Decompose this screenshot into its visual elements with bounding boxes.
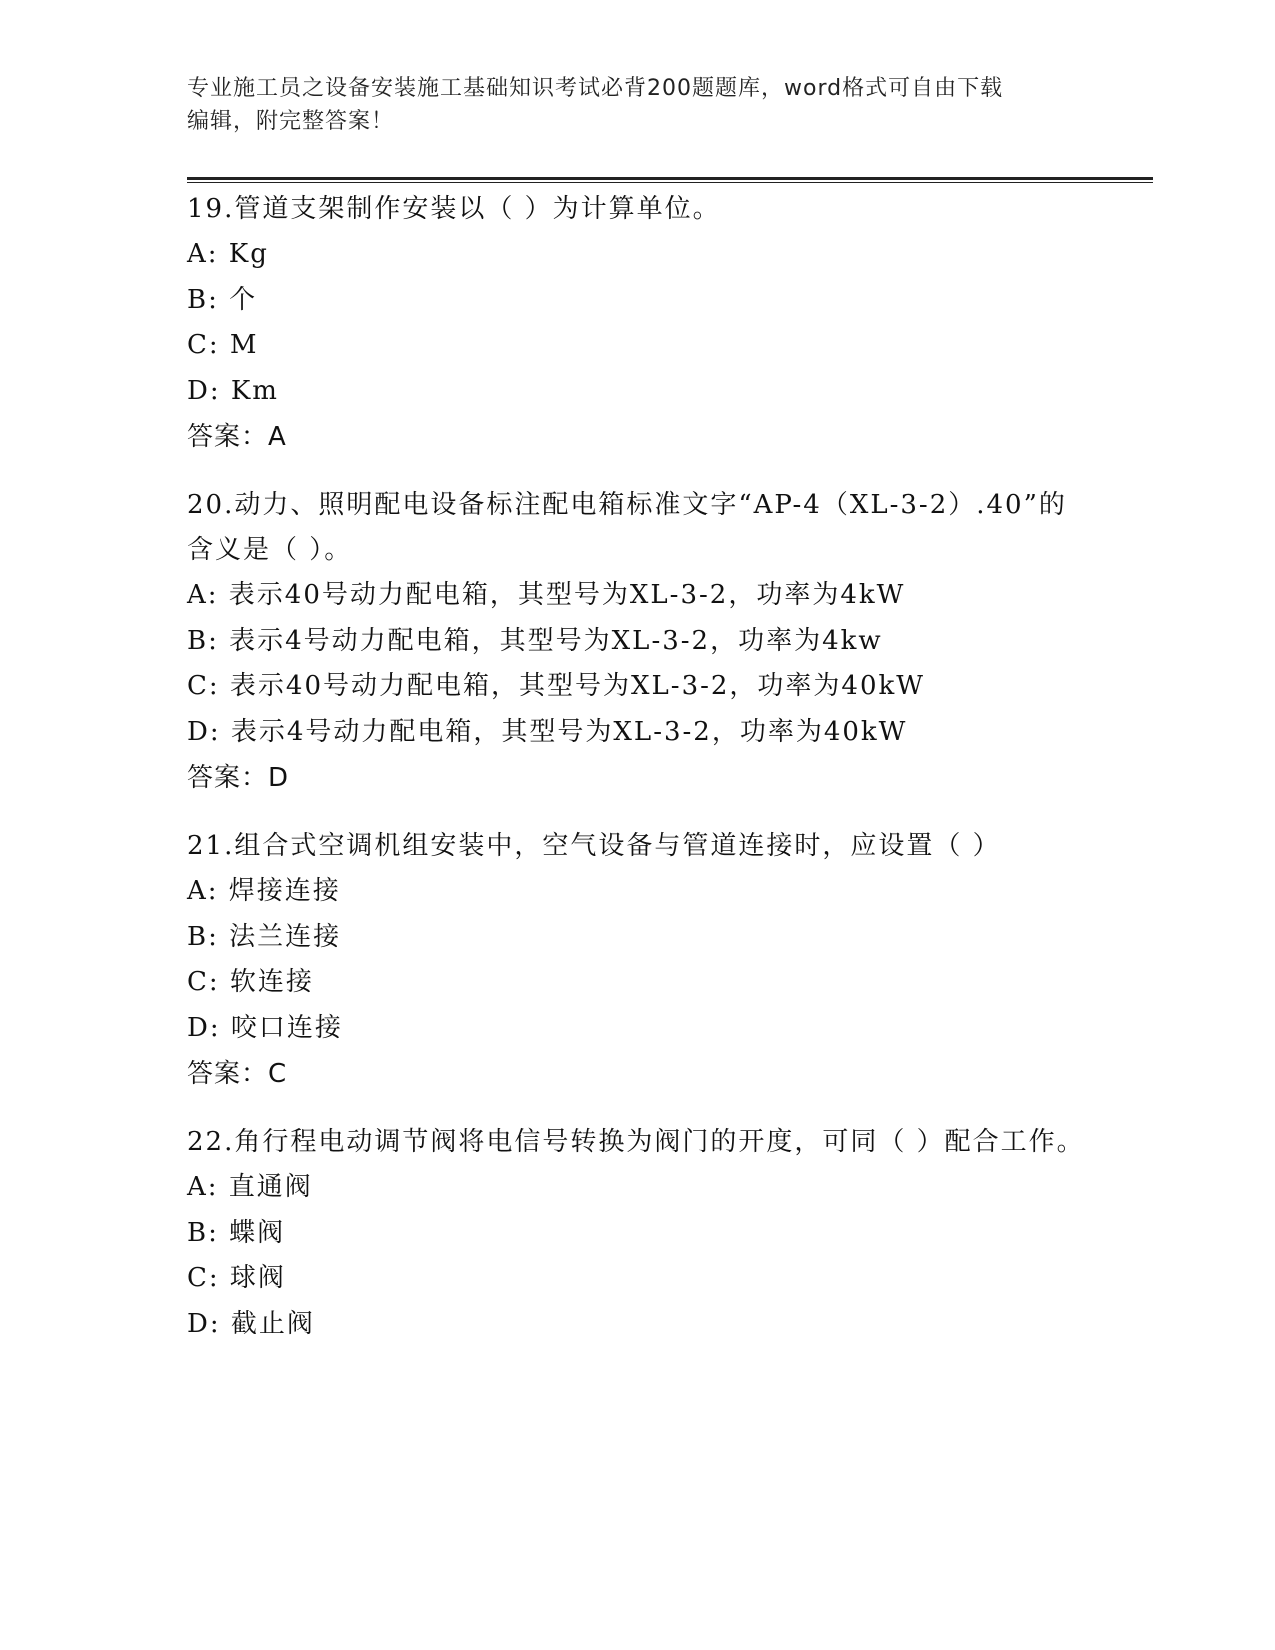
option-b: B: 法兰连接 [187,921,342,952]
option-a: A: Kg [187,239,269,269]
option-d: D: Km [187,375,279,406]
option-b: B: 蝶阀 [187,1217,286,1248]
answer: 答案：A [187,422,287,452]
document-header [187,72,1067,138]
question-22 [187,1120,1087,1347]
answer: 答案：C [187,1059,288,1089]
option-c: C: 软连接 [187,967,314,997]
option-b: B: 个 [187,284,258,315]
option-c: C: 表示40号动力配电箱，其型号为XL-3-2，功率为40kW [187,671,925,701]
question-stem: 22.角行程电动调节阀将电信号转换为阀门的开度，可同（ ）配合工作。 [187,1127,1085,1157]
option-d: D: 截止阀 [187,1308,315,1339]
question-19 [187,187,1087,460]
option-c: C: 球阀 [187,1263,286,1293]
question-list [187,187,1087,1370]
option-b: B: 表示4号动力配电箱，其型号为XL-3-2，功率为4kw [187,625,883,656]
option-a: A: 表示40号动力配电箱，其型号为XL-3-2，功率为4kW [187,580,906,610]
question-20 [187,483,1087,801]
header-divider-thin [187,182,1153,183]
question-stem: 20.动力、照明配电设备标注配电箱标准文字“AP-4（XL-3-2）.40”的含义是（ ）。 [187,490,1067,565]
question-stem: 19.管道支架制作安装以（ ）为计算单位。 [187,194,721,224]
header-line-2: 编辑，附完整答案！ [187,109,395,134]
option-d: D: 咬口连接 [187,1012,343,1043]
option-a: A: 直通阀 [187,1172,313,1202]
header-divider-thick [187,177,1153,180]
option-a: A: 焊接连接 [187,876,341,906]
header-line-1: 专业施工员之设备安装施工基础知识考试必背200题题库，word格式可自由下载 [187,76,1004,101]
question-stem: 21.组合式空调机组安装中，空气设备与管道连接时，应设置（ ） [187,831,1001,861]
answer: 答案：D [187,763,290,793]
option-c: C: M [187,330,259,360]
option-d: D: 表示4号动力配电箱，其型号为XL-3-2，功率为40kW [187,716,908,747]
question-21 [187,824,1087,1097]
